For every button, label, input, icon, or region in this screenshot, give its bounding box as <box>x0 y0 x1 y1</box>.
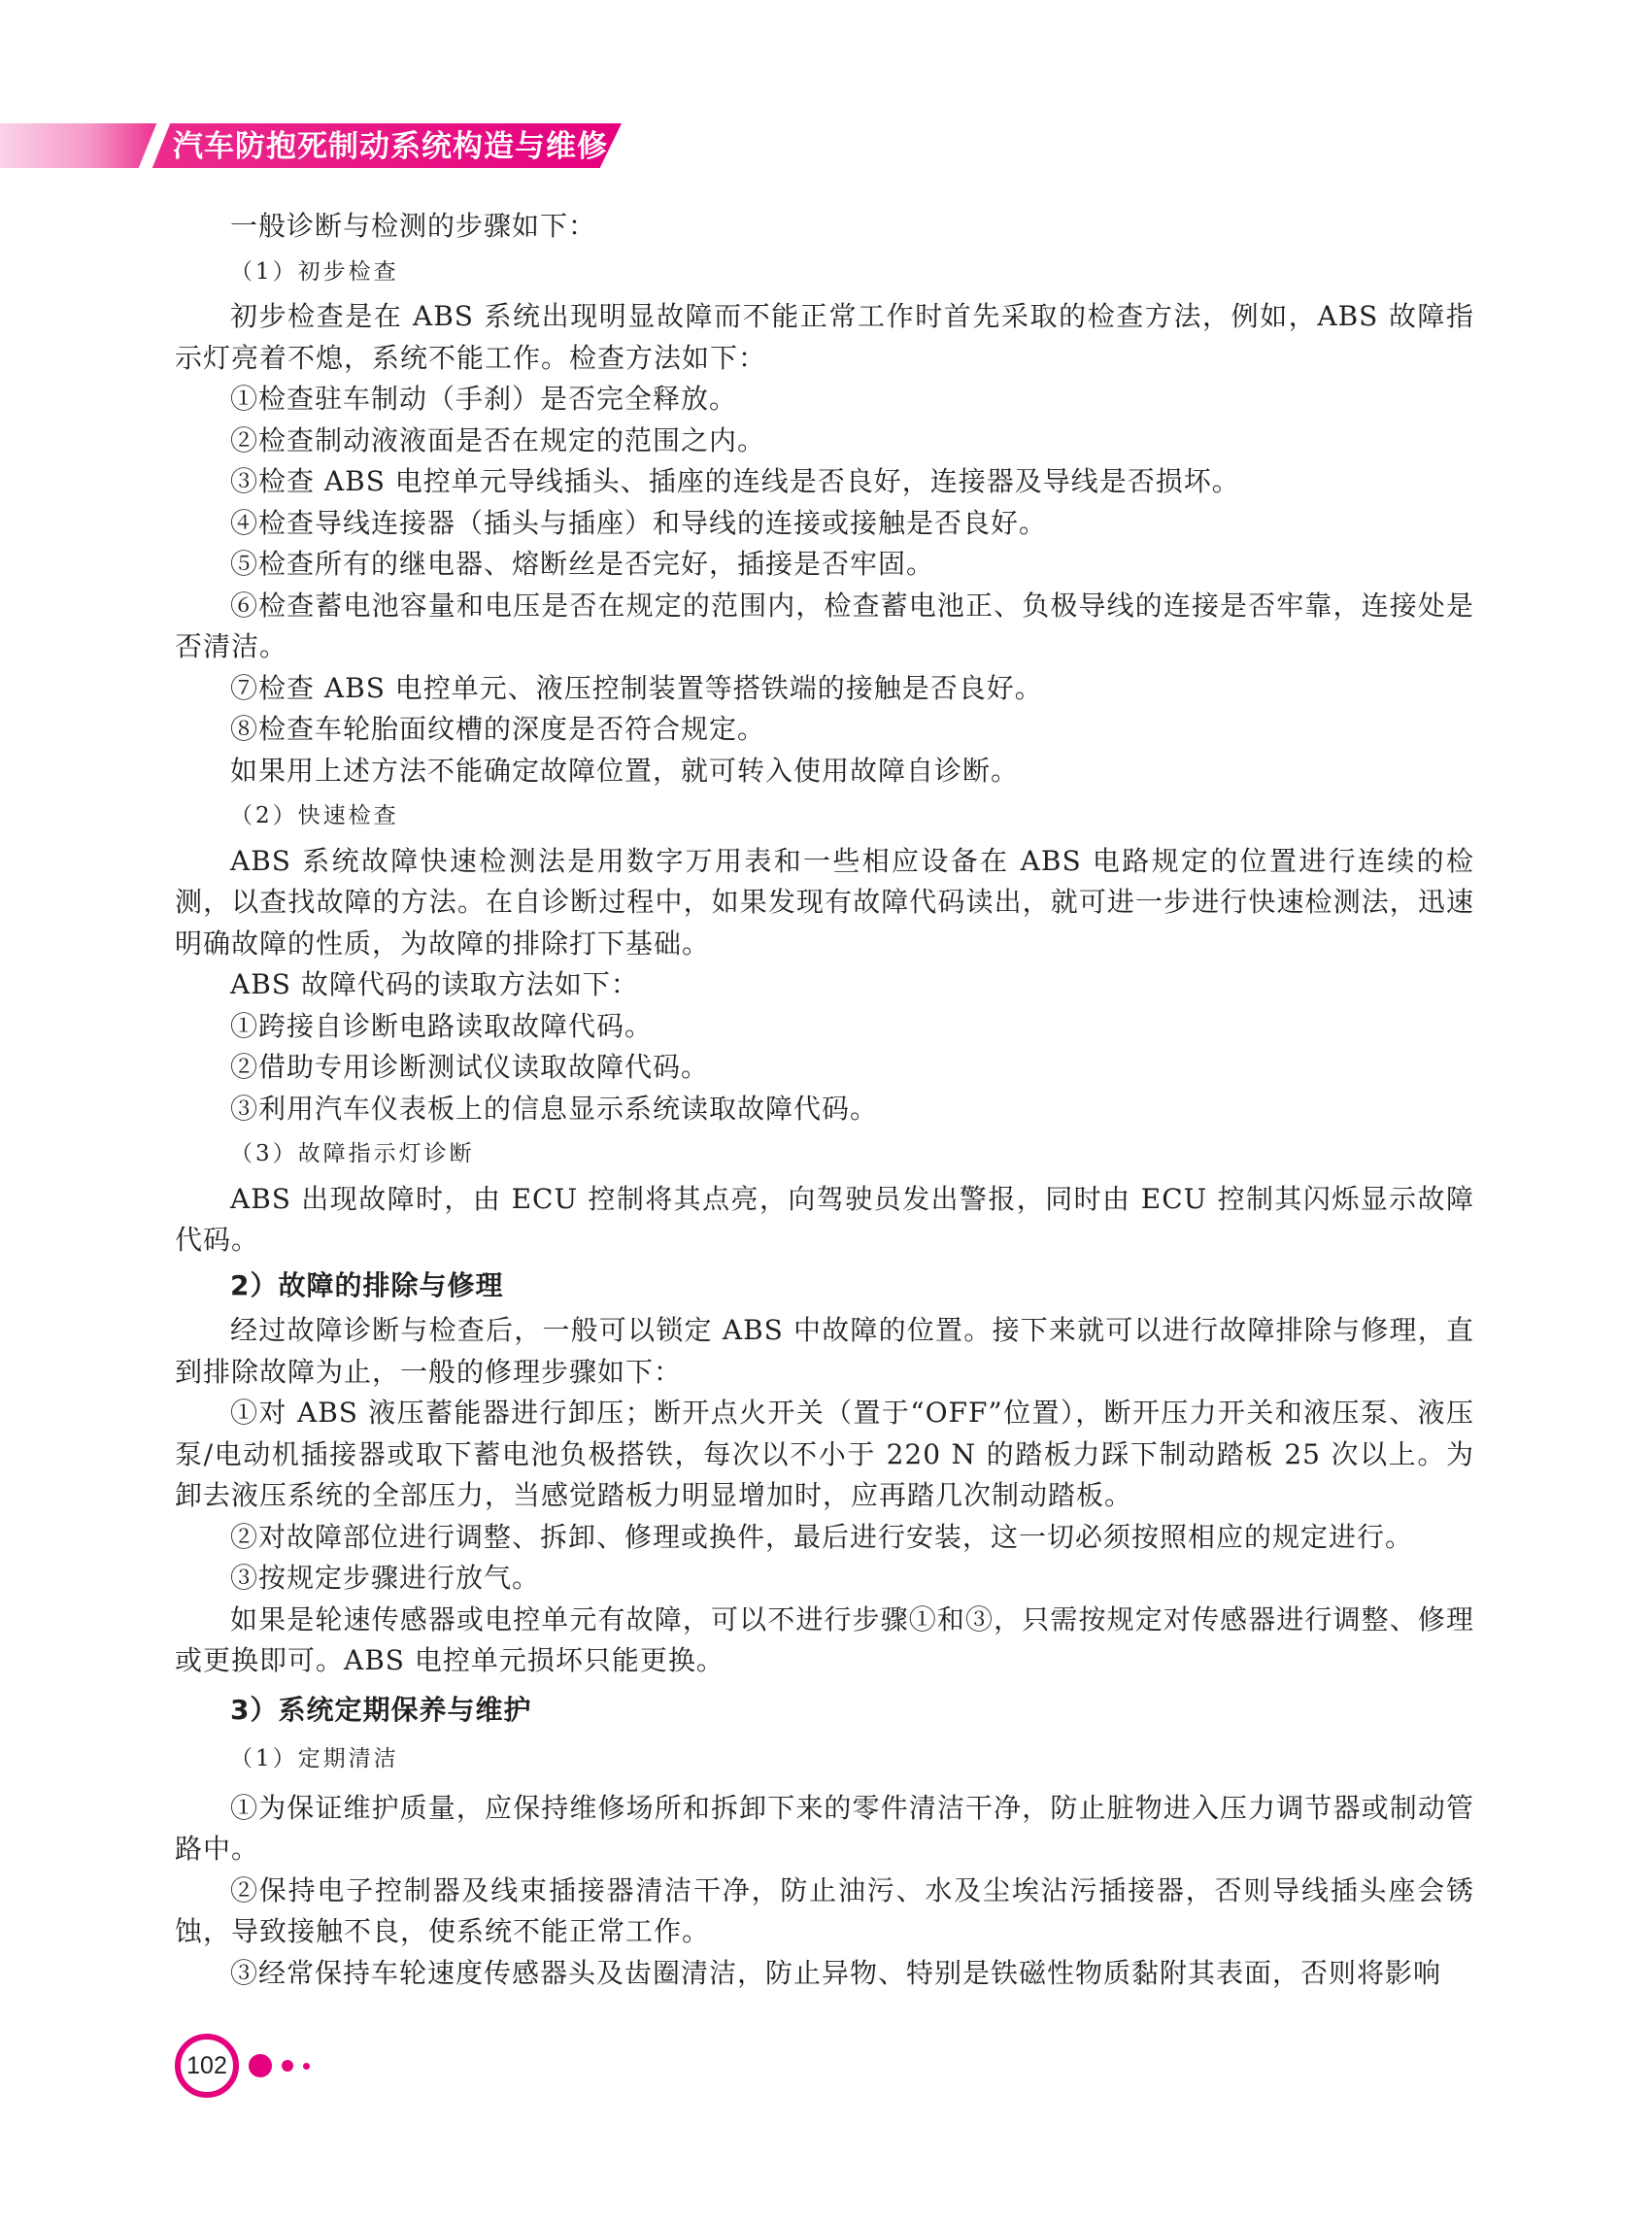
paragraph: ABS 系统故障快速检测法是用数字万用表和一些相应设备在 ABS 电路规定的位置进行连续的检测，以查找故障的方法。在自诊断过程中，如果发现有故障代码读出，就可进一步进行快速检测法，迅速明确故障的性质，为故障的排除打下基础。 <box>175 844 1474 960</box>
list-item: ①对 ABS 液压蓄能器进行卸压；断开点火开关（置于“OFF”位置），断开压力开关和液压泵、液压泵/电动机插接器或取下蓄电池负极搭铁，每次以不小于 220 N 的踏板力踩下制动踏板 25 次以上。为卸去液压系统的全部压力，当感觉踏板力明显增加时，应再踏几次制动踏板。 <box>175 1397 1474 1511</box>
list-item: ⑥检查蓄电池容量和电压是否在规定的范围内，检查蓄电池正、负极导线的连接是否牢靠，连接处是否清洁。 <box>175 589 1474 662</box>
list-item: ⑤检查所有的继电器、熔断丝是否完好，插接是否牢固。 <box>230 548 935 580</box>
paragraph-intro: 一般诊断与检测的步骤如下： <box>230 210 597 242</box>
list-item: ③利用汽车仪表板上的信息显示系统读取故障代码。 <box>230 1092 879 1125</box>
chapter-title: 汽车防抱死制动系统构造与维修 <box>173 129 608 164</box>
decorative-dot-medium <box>282 2060 293 2072</box>
list-item: ②对故障部位进行调整、拆卸、修理或换件，最后进行安装，这一切必须按照相应的规定进行。 <box>230 1520 1414 1553</box>
section-heading-maintenance: 3）系统定期保养与维护 <box>230 1693 532 1726</box>
list-item: ②检查制动液液面是否在规定的范围之内。 <box>230 423 766 456</box>
page-number-badge <box>175 2034 239 2098</box>
paragraph: 经过故障诊断与检查后，一般可以锁定 ABS 中故障的位置。接下来就可以进行故障排除与修理，直到排除故障为止，一般的修理步骤如下： <box>175 1314 1474 1388</box>
list-item: ②借助专用诊断测试仪读取故障代码。 <box>230 1051 710 1083</box>
decorative-dot-large <box>249 2054 272 2077</box>
list-item: ③检查 ABS 电控单元导线插头、插座的连线是否良好，连接器及导线是否损坏。 <box>230 465 1240 497</box>
page-body <box>175 206 1474 1994</box>
list-item: ②保持电子控制器及线束插接器清洁干净，防止油污、水及尘埃沾污插接器，否则导线插头座会锈蚀，导致接触不良，使系统不能正常工作。 <box>175 1873 1474 1947</box>
paragraph: ABS 故障代码的读取方法如下： <box>230 968 639 1000</box>
list-item: ①检查驻车制动（手刹）是否完全释放。 <box>230 383 738 415</box>
subheading-cleaning: （1）定期清洁 <box>230 1746 399 1771</box>
list-item: ①为保证维护质量，应保持维修场所和拆卸下来的零件清洁干净，防止脏物进入压力调节器或制动管路中。 <box>175 1791 1474 1865</box>
paragraph: ABS 出现故障时，由 ECU 控制将其点亮，向驾驶员发出警报，同时由 ECU 控制其闪烁显示故障代码。 <box>175 1182 1474 1256</box>
paragraph: 初步检查是在 ABS 系统出现明显故障而不能正常工作时首先采取的检查方法，例如，ABS 故障指示灯亮着不熄，系统不能工作。检查方法如下： <box>175 300 1474 374</box>
header-slash-decoration <box>139 123 171 168</box>
list-item: ⑦检查 ABS 电控单元、液压控制装置等搭铁端的接触是否良好。 <box>230 671 1043 704</box>
subheading-initial-check: （1）初步检查 <box>230 258 399 285</box>
subheading-indicator-lamp: （3）故障指示灯诊断 <box>230 1141 475 1166</box>
decorative-dot-small <box>303 2063 310 2070</box>
list-item: ③经常保持车轮速度传感器头及齿圈清洁，防止异物、特别是铁磁性物质黏附其表面，否则将影响 <box>230 1956 1442 1989</box>
subheading-quick-check: （2）快速检查 <box>230 803 399 828</box>
list-item: ①跨接自诊断电路读取故障代码。 <box>230 1009 654 1042</box>
section-heading-repair: 2）故障的排除与修理 <box>230 1268 504 1301</box>
list-item: ③按规定步骤进行放气。 <box>230 1562 541 1594</box>
list-item: ④检查导线连接器（插头与插座）和导线的连接或接触是否良好。 <box>230 506 1048 539</box>
page-number: 102 <box>186 2051 227 2079</box>
list-item: ⑧检查车轮胎面纹槽的深度是否符合规定。 <box>230 713 766 745</box>
paragraph: 如果用上述方法不能确定故障位置，就可转入使用故障自诊断。 <box>230 754 1020 787</box>
paragraph: 如果是轮速传感器或电控单元有故障，可以不进行步骤①和③，只需按规定对传感器进行调整、修理或更换即可。ABS 电控单元损坏只能更换。 <box>175 1602 1474 1676</box>
